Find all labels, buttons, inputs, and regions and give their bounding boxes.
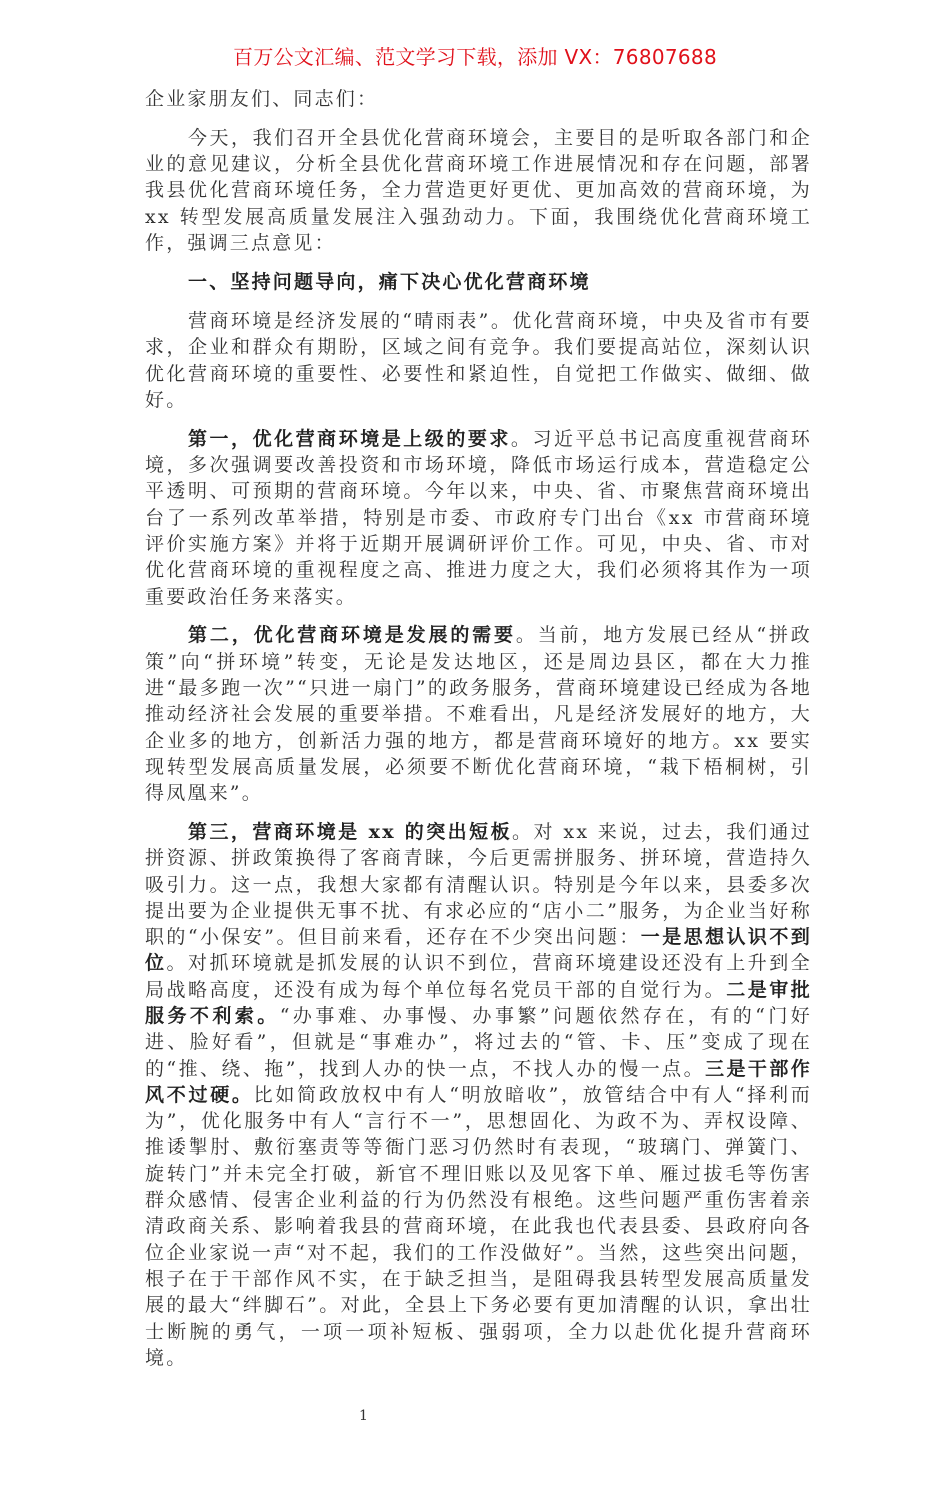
bold-run: 二是审批服务不利索。 bbox=[145, 978, 812, 1027]
paragraph bbox=[145, 426, 812, 610]
bold-run: 一、坚持问题导向，痛下决心优化营商环境 bbox=[188, 270, 591, 293]
paragraph bbox=[145, 308, 812, 413]
text-run: 。当前，地方发展已经从“拼政策”向“拼环境”转变，无论是发达地区，还是周边县区，都在大力推进“最多跑一次”“只进一扇门”的政务服务，营商环境建设已经成为各地推动经济社会发展的重要举措。不难看出，凡是经济发展好的地方，大企业多的地方，创新活力强的地方，都是营商环境好的地方。xx 要实现转型发展高质量发展，必须要不断优化营商环境，“栽下梧桐树，引得凤凰来”。 bbox=[145, 624, 812, 805]
watermark-banner: 百万公文汇编、范文学习下载，添加 VX：76807688 bbox=[233, 45, 717, 69]
text-run: “办事难、办事慢、办事繁”问题依然存在，有的“门好进、脸好看”，但就是“事难办”，将过去的“管、卡、压”变成了现在的“推、绕、拖”，找到人办的快一点，不找人办的慢一点。 bbox=[145, 1005, 812, 1080]
section-heading bbox=[145, 269, 812, 295]
text-run: 营商环境是经济发展的“晴雨表”。优化营商环境，中央及省市有要求，企业和群众有期盼，区域之间有竞争。我们要提高站位，深刻认识优化营商环境的重要性、必要性和紧迫性，自觉把工作做实、做细、做好。 bbox=[145, 310, 812, 411]
page-number: 1 bbox=[359, 1408, 368, 1425]
document-body bbox=[145, 86, 812, 1371]
greeting: 企业家朋友们、同志们： bbox=[145, 88, 379, 110]
text-run: 。对抓环境就是抓发展的认识不到位，营商环境建设还没有上升到全局战略高度，还没有成为每个单位每名党员干部的自觉行为。 bbox=[145, 952, 812, 1001]
text-run: 。习近平总书记高度重视营商环境，多次强调要改善投资和市场环境，降低市场运行成本，营造稳定公平透明、可预期的营商环境。今年以来，中央、省、市聚焦营商环境出台了一系列改革举措，特别是市委、市政府专门出台《xx 市营商环境评价实施方案》并将于近期开展调研评价工作。可见，中央、省、市对优化营商环境的重视程度之高、推进力度之大，我们必须将其作为一项重要政治任务来落实。 bbox=[145, 427, 812, 608]
bold-run: 第一，优化营商环境是上级的要求 bbox=[188, 427, 511, 450]
bold-run: 三是干部作风不过硬。 bbox=[145, 1057, 812, 1106]
bold-run: 第二，优化营商环境是发展的需要 bbox=[188, 624, 516, 647]
paragraph bbox=[145, 622, 812, 806]
text-run: 。对 xx 来说，过去，我们通过拼资源、拼政策换得了客商青睐，今后更需拼服务、拼环境，营造持久吸引力。这一点，我想大家都有清醒认识。特别是今年以来，县委多次提出要为企业提供无事不扰、有求必应的“店小二”服务，为企业当好称职的“小保安”。但目前来看，还存在不少突出问题： bbox=[145, 820, 812, 949]
text-run: 比如简政放权中有人“明放暗收”，放管结合中有人“择利而为”，优化服务中有人“言行不一”，思想固化、为政不为、弄权设障、推诿掣肘、敷衍塞责等等衙门恶习仍然时有表现，“玻璃门、弹簧门、旋转门”并未完全打破，新官不理旧账以及见客下单、雁过拔毛等伤害群众感情、侵害企业利益的行为仍然没有根绝。这些问题严重伤害着亲清政商关系、影响着我县的营商环境，在此我也代表县委、县政府向各位企业家说一声“对不起，我们的工作没做好”。当然，这些突出问题，根子在于干部作风不实，在于缺乏担当，是阻碍我县转型发展高质量发展的最大“绊脚石”。对此，全县上下务必要有更加清醒的认识，拿出壮士断腕的勇气，一项一项补短板、强弱项，全力以赴优化提升营商环境。 bbox=[145, 1083, 812, 1369]
paragraph bbox=[145, 125, 812, 256]
paragraphs bbox=[145, 125, 812, 1371]
bold-run: 一是思想认识不到位 bbox=[145, 926, 812, 975]
bold-run: 第三，营商环境是 xx 的突出短板 bbox=[188, 820, 513, 843]
text-run: 今天，我们召开全县优化营商环境会，主要目的是听取各部门和企业的意见建议，分析全县优化营商环境工作进展情况和存在问题，部署我县优化营商环境任务，全力营造更好更优、更加高效的营商环境，为 xx 转型发展高质量发展注入强劲动力。下面，我围绕优化营商环境工作，强调三点意见： bbox=[145, 126, 812, 254]
paragraph bbox=[145, 819, 812, 1371]
